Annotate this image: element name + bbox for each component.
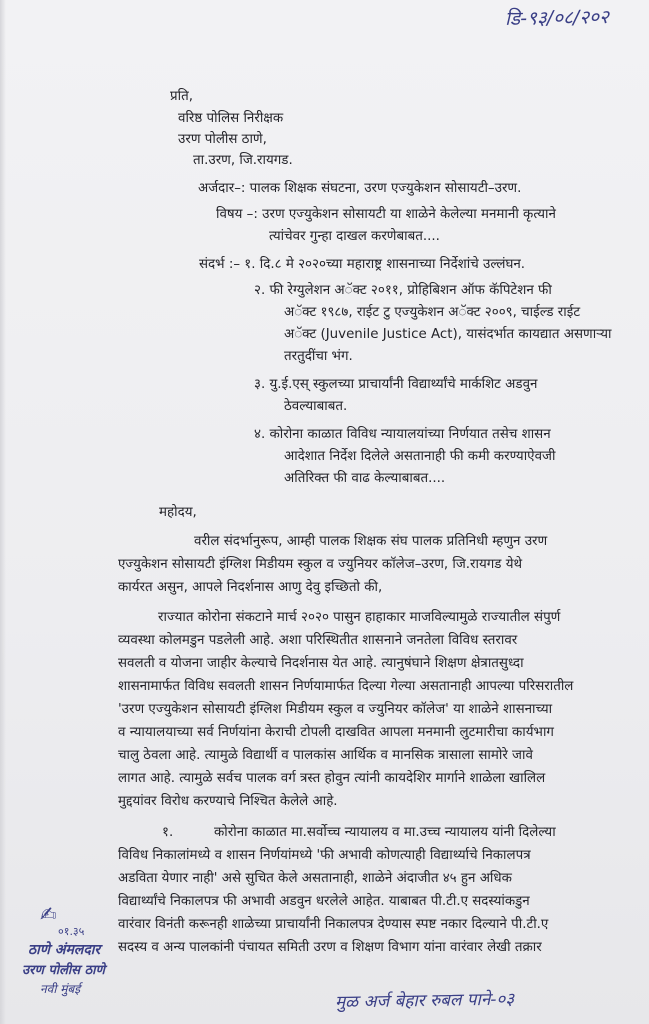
handwritten-footer-note: मुळ अर्ज बेहार रुबल पाने-०३	[334, 989, 515, 1013]
paragraph-1-line-1: वरील संदर्भानुरूप, आम्ही पालक शिक्षक संघ पालक प्रतिनिधी म्हणुन उरण	[194, 534, 548, 549]
address-line-2: उरण पोलीस ठाणे,	[178, 132, 267, 147]
subject-line-2: त्यांचेवर गुन्हा दाखल करणेबाबत....	[269, 229, 440, 244]
reference-4-line-3: अतिरिक्त फी वाढ केल्याबाबत....	[284, 471, 446, 486]
reference-3-line-1: ३. यु.ई.एस् स्कुलच्या प्राचार्यांनी विद्यार्थ्यांचे मार्कशिट अडवुन	[254, 377, 538, 392]
paragraph-1-line-3: कार्यरत असुन, आपले निदर्शनास आणु देवु इच्छितो की,	[118, 580, 383, 595]
reference-2-line-2: अॅक्ट १९८७, राईट टु एज्युकेशन अॅक्ट २००९, चाईल्ड राईट	[284, 305, 581, 320]
reference-2-line-3: अॅक्ट (Juvenile Justice Act), यासंदर्भात कायद्यात असणाऱ्या	[284, 327, 612, 342]
stamp-date: ०१.३५	[58, 925, 85, 938]
stamp-line-1: ठाणे अंमलदार	[28, 942, 101, 958]
paragraph-1-line-2: एज्युकेशन सोसायटी इंग्लिश मिडीयम स्कुल व ज्युनियर कॉलेज–उरण, जि.रायगड येथे	[118, 557, 523, 572]
paragraph-2-line-7: चालु ठेवला आहे. त्यामुळे विद्यार्थी व पालकांस आर्थिक व मानसिक त्रासाला सामोरे जावे	[118, 748, 533, 763]
handwritten-reference-number: डि-९३/०८/२०२	[504, 6, 610, 30]
stamp-line-3: नवी मुंबई	[40, 982, 81, 996]
reference-1: संदर्भ :– १. दि.८ मे २०२०च्या महाराष्ट्र शासनाच्या निर्देशांचे उल्लंघन.	[199, 257, 526, 272]
paragraph-2-line-5: 'उरण एज्युकेशन सोसायटी इंग्लिश मिडीयम स्कुल व ज्युनियर कॉलेज' या शाळेने शासनाच्या	[118, 702, 553, 717]
police-station-stamp	[18, 902, 130, 1010]
point-1-line-6: सदस्य व अन्य पालकांनी पंचायत समिती उरण व शिक्षण विभाग यांना वारंवार लेखी तक्रार	[118, 940, 542, 955]
paragraph-2-line-4: शासनामार्फत विविध सवलती शासन निर्णयामार्फत दिल्या गेल्या असतानाही आपल्या परिसरातील	[118, 679, 574, 694]
point-1-line-5: वारंवार विनंती करूनही शाळेच्या प्राचार्यांनी निकालपत्र देण्यास स्पष्ट नकार दिल्याने पी.टी.ए	[118, 917, 549, 932]
paragraph-2-line-8: लागत आहे. त्यामुळे सर्वच पालक वर्ग त्रस्त होवुन त्यांनी कायदेशिर मार्गाने शाळेला खालिल	[118, 771, 546, 786]
reference-4-line-2: आदेशात निर्देश दिलेले असतानाही फी कमी करण्याऐवजी	[284, 449, 556, 464]
salutation: महोदय,	[159, 505, 197, 520]
reference-3-line-2: ठेवल्याबाबत.	[284, 399, 348, 414]
paragraph-2-line-2: व्यवस्था कोलमडुन पडलेली आहे. अशा परिस्थितीत शासनाने जनतेला विविध स्तरावर	[118, 633, 518, 648]
stamp-signature: ✍	[40, 902, 57, 926]
address-line-3: ता.उरण, जि.रायगड.	[193, 153, 293, 168]
page-fold-shadow	[0, 0, 6, 1024]
reference-2-line-4: तरतुदींचा भंग.	[284, 349, 353, 364]
point-1-line-4: विद्यार्थ्यांचे निकालपत्र फी अभावी अडवुन धरलेले आहेत. याबाबत पी.टी.ए सदस्यांकडुन	[118, 894, 530, 909]
point-1-line-1: कोरोना काळात मा.सर्वोच्च न्यायालय व मा.उच्च न्यायालय यांनी दिलेल्या	[214, 825, 556, 840]
paragraph-2-line-9: मुद्दयांवर विरोध करण्याचे निश्चित केलेले आहे.	[118, 794, 338, 809]
stamp-line-2: उरण पोलीस ठाणे	[22, 963, 105, 978]
reference-2-line-1: २. फी रेग्युलेशन अॅक्ट २०११, प्रोहिबिशन ऑफ कॅपिटेशन फी	[254, 283, 552, 298]
point-1-line-2: विविध निकालांमध्ये व शासन निर्णयांमध्ये 'फी अभावी कोणत्याही विद्यार्थ्याचे निकालपत्र	[118, 848, 531, 863]
point-1-number: १.	[162, 825, 174, 840]
point-1-line-3: अडविता येणार नाही' असे सुचित केले असतानाही, शाळेने अंदाजीत ४५ हुन अधिक	[118, 871, 512, 886]
address-prati: प्रति,	[170, 89, 193, 104]
reference-4-line-1: ४. कोरोना काळात विविध न्यायालयांच्या निर्णयात तसेच शासन	[254, 427, 551, 442]
applicant-line: अर्जदार–: पालक शिक्षक संघटना, उरण एज्युकेशन सोसायटी–उरण.	[198, 181, 522, 196]
address-line-1: वरिष्ठ पोलिस निरीक्षक	[178, 111, 284, 126]
paragraph-2-line-1: राज्यात कोरोना संकटाने मार्च २०२० पासुन हाहाकार माजविल्यामुळे राज्यातील संपुर्ण	[158, 610, 561, 625]
paragraph-2-line-3: सवलती व योजना जाहीर केल्याचे निदर्शनास येत आहे. त्यानुषंघाने शिक्षण क्षेत्रातसुध्दा	[118, 656, 524, 671]
paragraph-2-line-6: व न्यायालयाच्या सर्व निर्णयांना केराची टोपली दाखवित आपला मनमानी लुटमारीचा कार्यभाग	[118, 725, 554, 740]
subject-line-1: विषय –: उरण एज्युकेशन सोसायटी या शाळेने केलेल्या मनमानी कृत्याने	[216, 207, 556, 222]
